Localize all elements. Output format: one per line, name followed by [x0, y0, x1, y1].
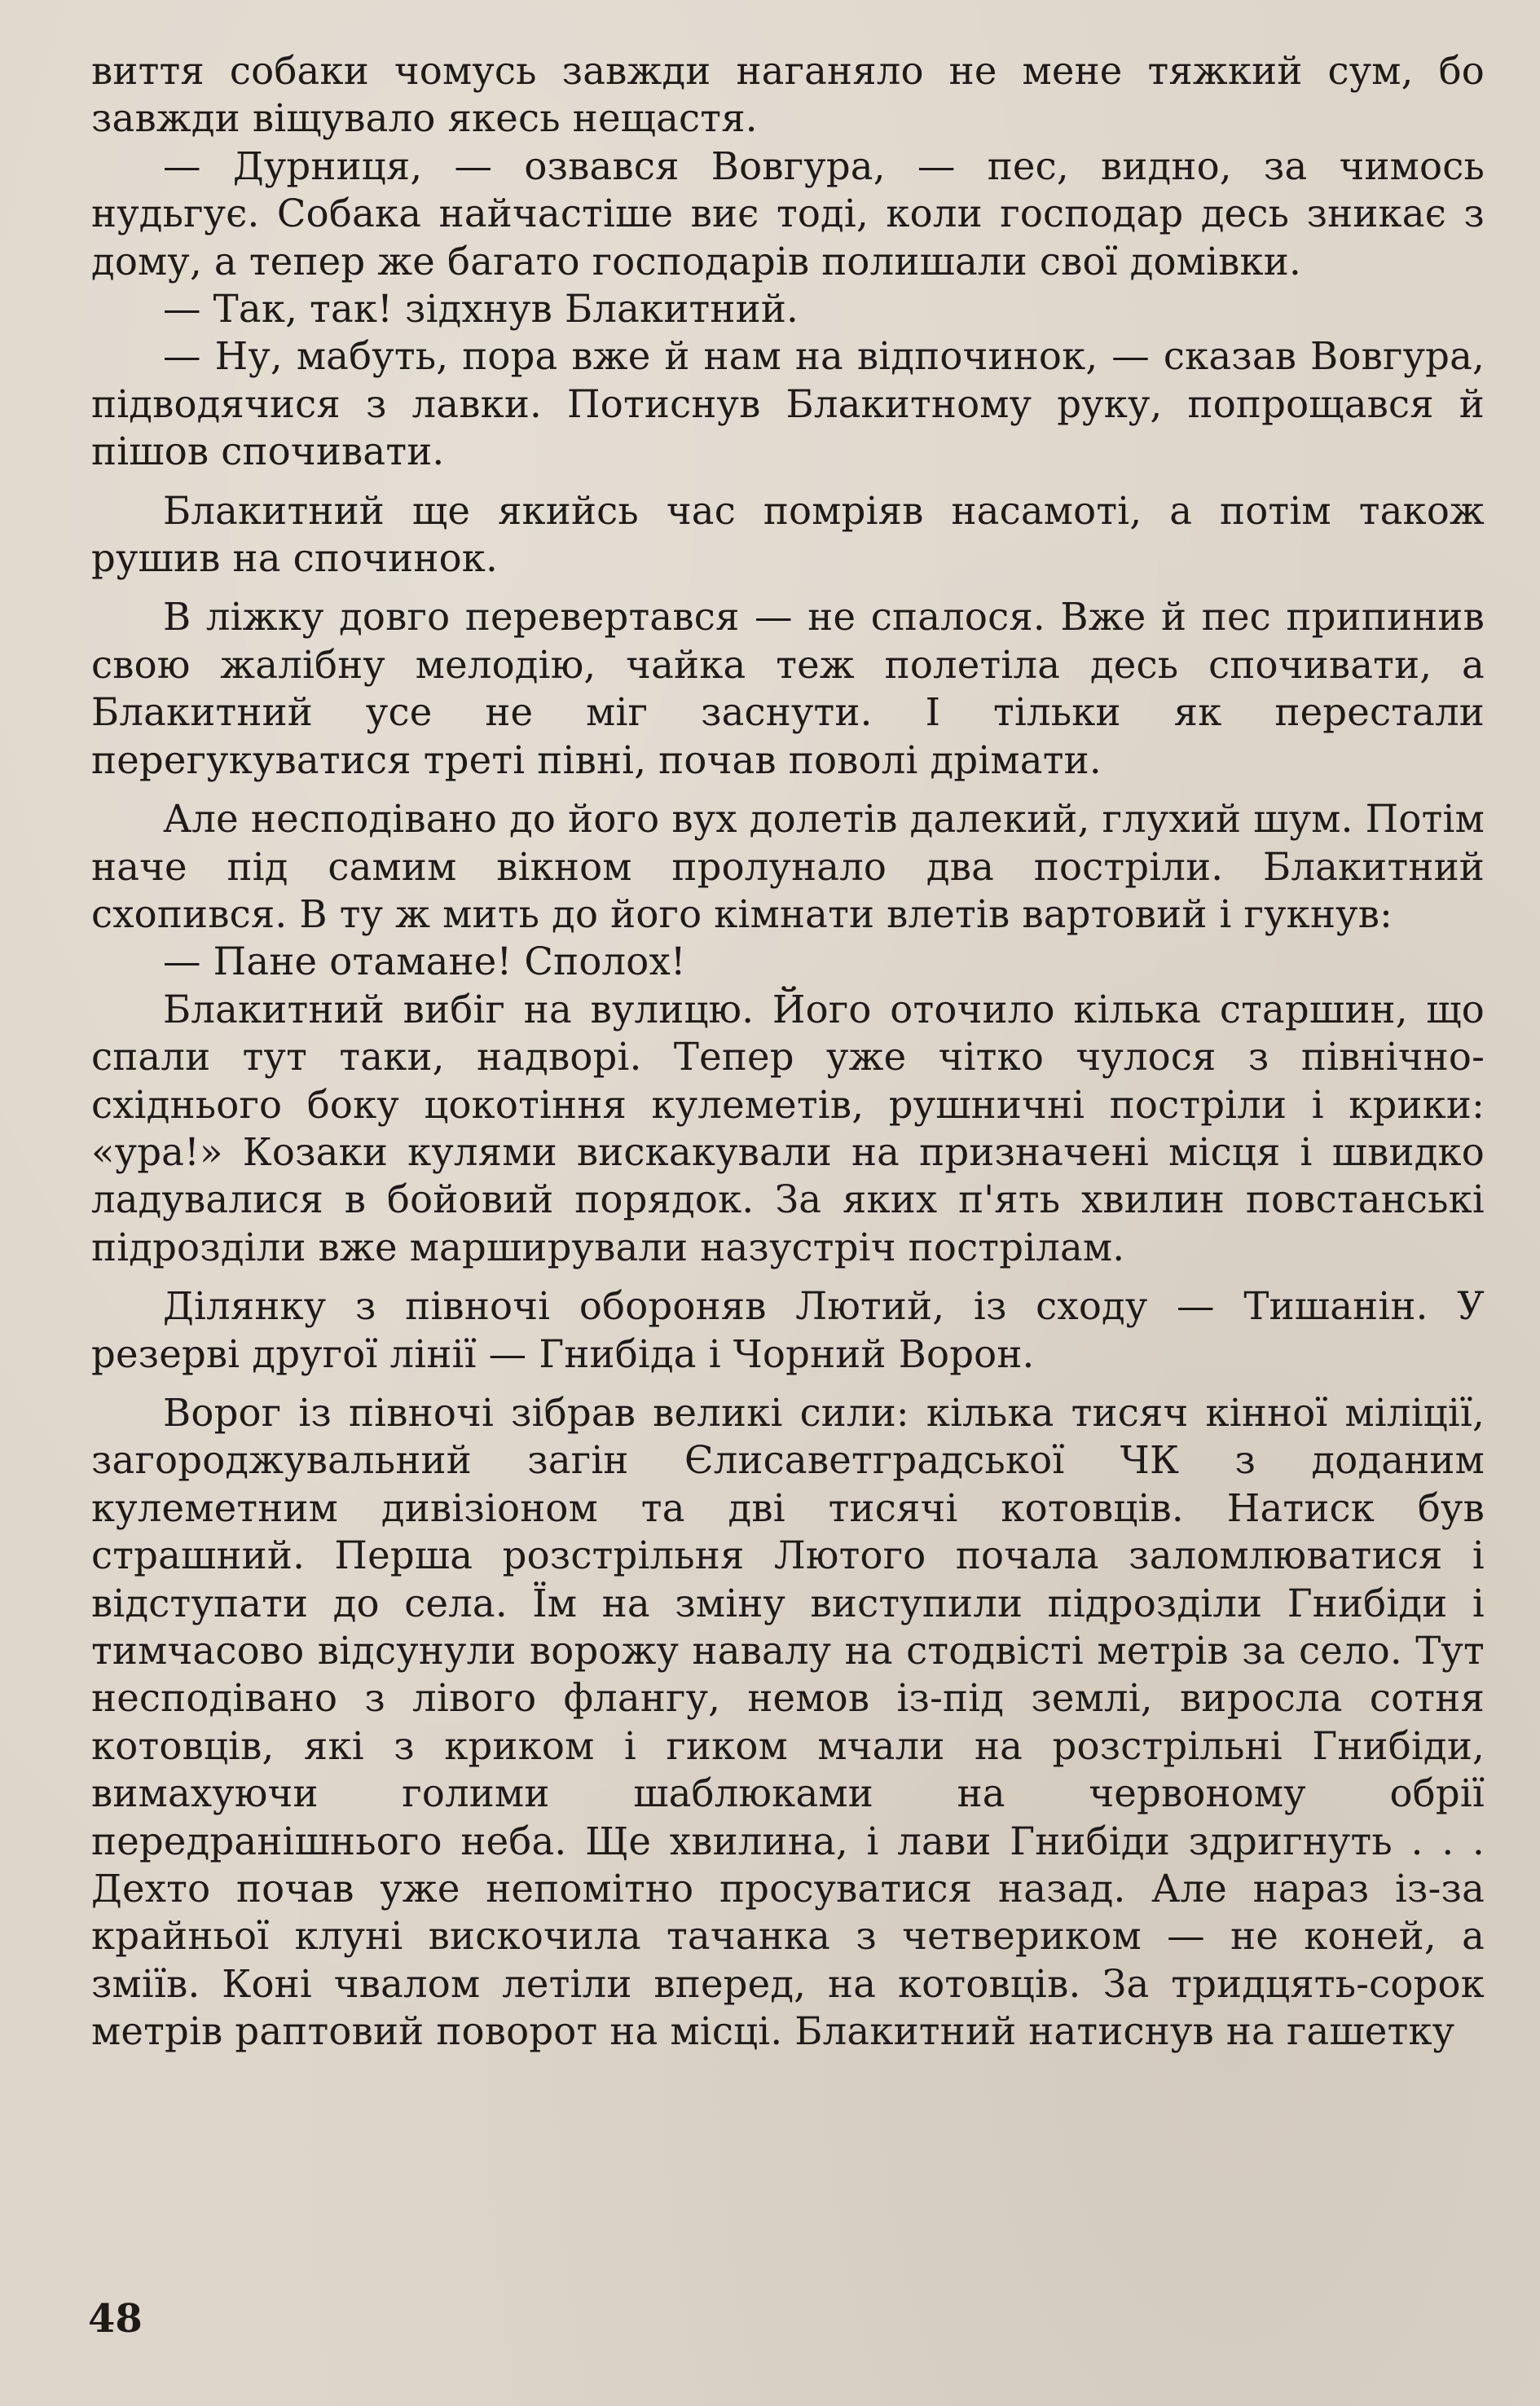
paragraph: Ділянку з півночі обороняв Лютий, із сходу — Тишанін. У резерві другої лінії — Гнибіда і Чорний Ворон. — [91, 1284, 1485, 1376]
paragraph: — Так, так! зідхнув Блакитний. — [163, 287, 799, 332]
paragraph: Ворог із півночі зібрав великі сили: кілька тисяч кінної міліції, загороджувальний загін Єлисаветградської ЧК з доданим кулеметним дивізіоном та дві тисячі котовців. Натиск був страшний. Перша розстрільня Лютого почала заломлюватися і відступати до села. Їм на зміну виступили підрозділи Гнибіди і тимчасово відсунули ворожу навалу на стодвісті метрів за село. Тут несподівано з лівого флангу, немов із-під землі, виросла сотня котовців, які з криком і гиком мчали на розстрільні Гнибіди, вимахуючи голими шаблюками на червоному обрії передранішнього неба. Ще хвилина, і лави Гнибіди здригнуть . . . Дехто почав уже непомітно просуватися назад. Але нараз із-за крайньої клуні вискочила тачанка з четвериком — не коней, а зміїв. Коні чвалом летіли вперед, на котовців. За тридцять-сорок метрів раптовий поворот на місці. Блакитний натиснув на гашетку — [91, 1390, 1485, 2054]
paragraph: виття собаки чомусь завжди наганяло не мене тяжкий сум, бо завжди віщувало якесь нещастя. — [91, 49, 1485, 141]
page-number: 48 — [88, 2296, 143, 2342]
page-text — [91, 47, 1485, 2056]
paragraph: Блакитний вибіг на вулицю. Його оточило кілька старшин, що спали тут таки, надворі. Тепер уже чітко чулося з північно-східнього боку цокотіння кулеметів, рушничні постріли і крики: «ура!» Козаки кулями вискакували на призначені місця і швидко ладувалися в бойовий порядок. За яких п'ять хвилин повстанські підрозділи вже марширували назустріч пострілам. — [91, 987, 1485, 1269]
paragraph: В ліжку довго перевертався — не спалося. Вже й пес припинив свою жалібну мелодію, чайка теж полетіла десь спочивати, а Блакитний усе не міг заснути. І тільки як перестали перегукуватися треті півні, почав поволі дрімати. — [91, 595, 1485, 782]
paragraph: — Ну, мабуть, пора вже й нам на відпочинок, — сказав Вовгура, підводячися з лавки. Потиснув Блакитному руку, попрощався й пішов спочивати. — [91, 334, 1485, 474]
paragraph: — Пане отамане! Сполох! — [163, 939, 686, 984]
paragraph: Але несподівано до його вух долетів далекий, глухий шум. Потім наче під самим вікном пролунало два постріли. Блакитний схопився. В ту ж мить до його кімнати влетів вартовий і гукнув: — [91, 797, 1485, 936]
paragraph: Блакитний ще якийсь час помріяв насамоті, а потім також рушив на спочинок. — [91, 488, 1485, 581]
paragraph: — Дурниця, — озвався Вовгура, — пес, видно, за чимось нудьгує. Собака найчастіше виє тоді, коли господар десь зникає з дому, а тепер же багато господарів полишали свої домівки. — [91, 143, 1485, 284]
